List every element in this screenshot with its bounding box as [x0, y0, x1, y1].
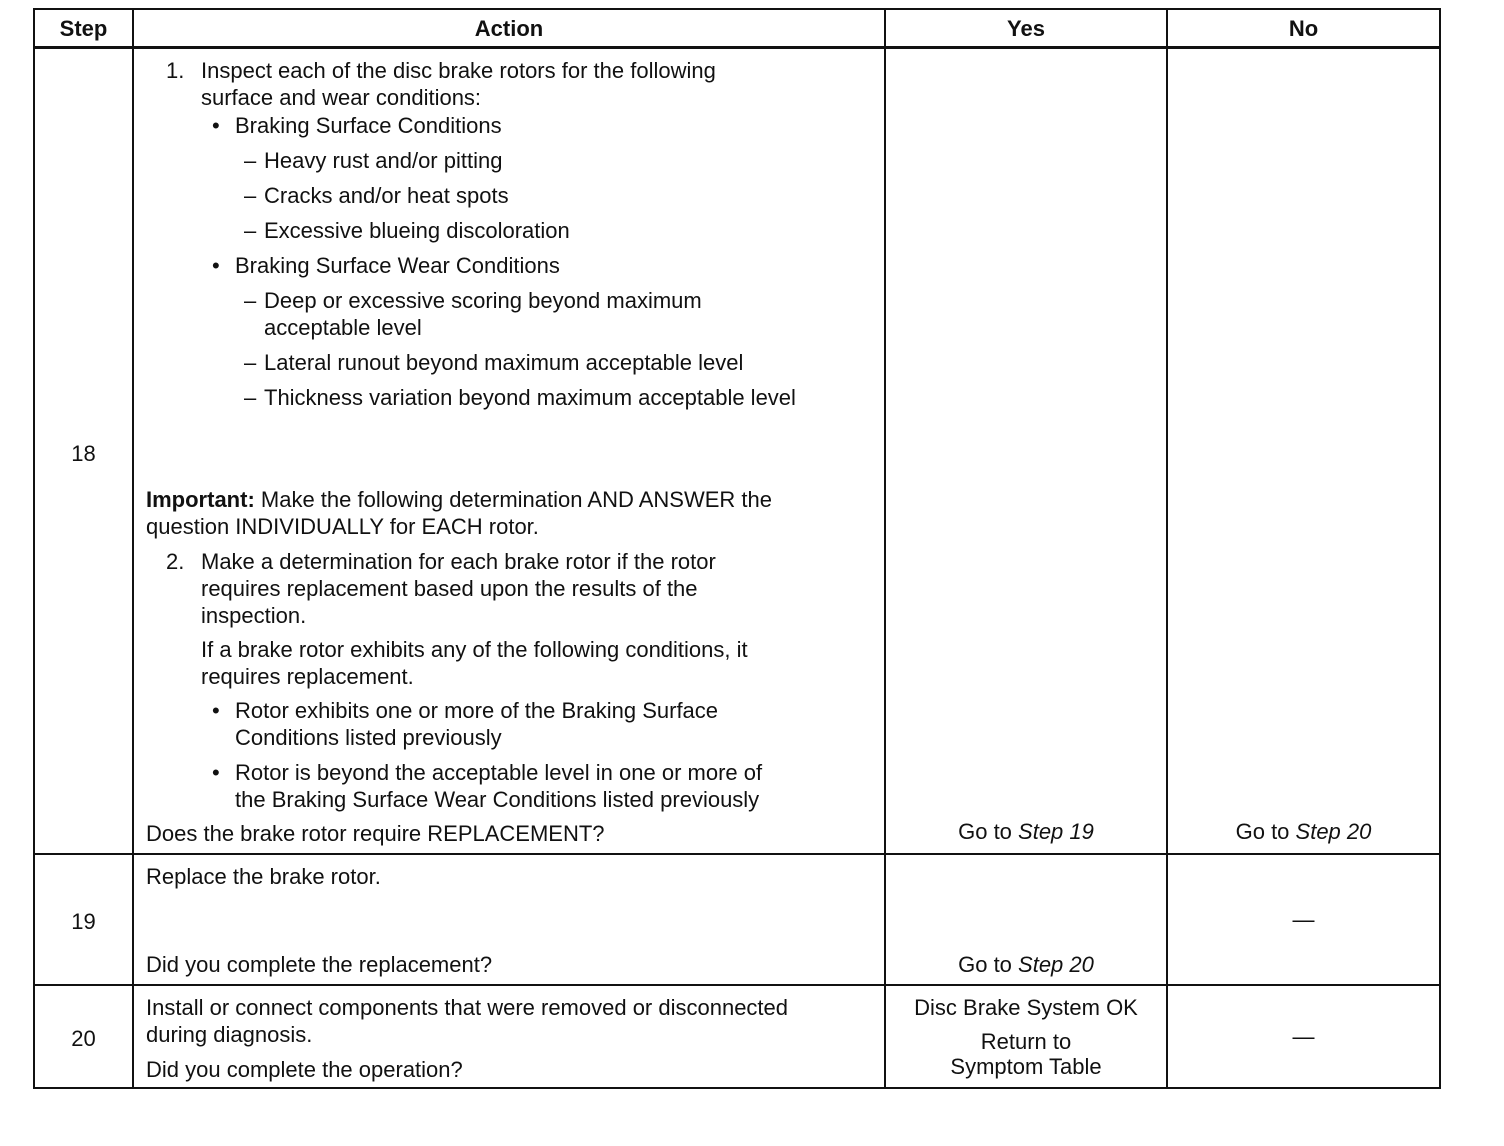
dash-icon: –: [244, 288, 257, 313]
numbered-item-2: [146, 548, 874, 629]
bullet-icon: •: [212, 698, 220, 723]
yes-cell: [885, 985, 1167, 1088]
no-cell: —: [1167, 854, 1440, 985]
diagnostic-table: [33, 8, 1441, 1089]
goto-step: Step 20: [1295, 818, 1372, 844]
dash-item: [146, 182, 874, 209]
action-text: Install or connect components that were removed or disconnected: [146, 994, 789, 1020]
dash-icon: –: [244, 350, 257, 375]
item-text: Make a determination for each brake rotor if the rotor: [201, 549, 716, 574]
dash-text: Excessive blueing discoloration: [264, 218, 570, 243]
goto-prefix: Go to: [1235, 818, 1296, 844]
yes-goto-link[interactable]: [887, 1029, 1165, 1079]
paragraph-text: If a brake rotor exhibits any of the following conditions, it: [201, 637, 748, 662]
important-text: question INDIVIDUALLY for EACH rotor.: [146, 514, 539, 539]
item-paragraph: [146, 636, 874, 690]
bullet-item: [146, 112, 874, 139]
item-text: Inspect each of the disc brake rotors for the following: [201, 58, 716, 83]
dash-text: acceptable level: [264, 315, 422, 340]
table-row-step-20: [34, 985, 1440, 1088]
yes-cell: [885, 854, 1167, 985]
paragraph-text: requires replacement.: [201, 664, 414, 689]
yes-goto-link[interactable]: [886, 818, 1166, 845]
important-label: Important:: [146, 487, 255, 512]
question-text: Did you complete the operation?: [146, 1056, 463, 1082]
header-action: Action: [133, 9, 885, 48]
goto-text: Symptom Table: [950, 1053, 1102, 1079]
item-number: 2.: [166, 549, 185, 574]
action-text: Replace the brake rotor.: [146, 863, 381, 889]
no-cell: —: [1167, 985, 1440, 1088]
bullet-text: the Braking Surface Wear Conditions listed previously: [235, 787, 760, 812]
header-row: [34, 9, 1440, 48]
action-cell: [133, 985, 885, 1088]
goto-prefix: Go to: [958, 818, 1019, 844]
important-text: Make the following determination AND ANSWER the: [254, 487, 773, 512]
item-text: surface and wear conditions:: [201, 85, 482, 110]
bullet-item: [146, 759, 874, 813]
bullet-icon: •: [212, 113, 220, 138]
yes-result-text: Disc Brake System OK: [914, 994, 1138, 1020]
important-note: [146, 486, 874, 540]
numbered-item-1: [146, 57, 874, 111]
dash-text: Thickness variation beyond maximum acceptable level: [264, 385, 796, 410]
table-row-step-18: [34, 48, 1440, 854]
bullet-text: Braking Surface Wear Conditions: [235, 253, 560, 278]
action-cell: [133, 854, 885, 985]
dash-text: Lateral runout beyond maximum acceptable level: [264, 350, 744, 375]
table-row-step-19: [34, 854, 1440, 985]
bullet-text: Rotor exhibits one or more of the Braking Surface: [235, 698, 719, 723]
goto-step: Step 19: [1018, 818, 1094, 844]
item-number: 1.: [166, 58, 185, 83]
header-yes: Yes: [885, 9, 1167, 48]
action-cell: [133, 48, 885, 854]
bullet-item: [146, 252, 874, 279]
goto-step: Step 20: [1018, 951, 1094, 977]
header-no: No: [1167, 9, 1440, 48]
dash-icon: –: [244, 148, 257, 173]
dash-item: [146, 217, 874, 244]
yes-goto-link[interactable]: [886, 951, 1166, 978]
goto-text: Return to: [980, 1028, 1072, 1054]
dash-icon: –: [244, 385, 257, 410]
dash-text: Deep or excessive scoring beyond maximum: [264, 288, 702, 313]
step-number: 18: [34, 48, 133, 854]
goto-prefix: Go to: [958, 951, 1019, 977]
no-cell: [1167, 48, 1440, 854]
bullet-text: Braking Surface Conditions: [235, 113, 502, 138]
yes-cell: [885, 48, 1167, 854]
dash-icon: –: [244, 218, 257, 243]
dash-item: [146, 349, 874, 376]
bullet-text: Rotor is beyond the acceptable level in one or more of: [235, 760, 763, 785]
item-text: requires replacement based upon the results of the: [201, 576, 698, 601]
dash-text: Cracks and/or heat spots: [264, 183, 509, 208]
action-text: during diagnosis.: [146, 1021, 313, 1047]
step-number: 19: [34, 854, 133, 985]
bullet-icon: •: [212, 253, 220, 278]
question-text: Did you complete the replacement?: [146, 951, 493, 977]
header-step: Step: [34, 9, 133, 48]
bullet-item: [146, 697, 874, 751]
bullet-icon: •: [212, 760, 220, 785]
dash-item: [146, 287, 874, 341]
question-text: Does the brake rotor require REPLACEMENT?: [146, 821, 605, 846]
no-goto-link[interactable]: [1168, 818, 1439, 845]
item-text: inspection.: [201, 603, 307, 628]
dash-item: [146, 384, 874, 411]
dash-item: [146, 147, 874, 174]
dash-text: Heavy rust and/or pitting: [264, 148, 503, 173]
step-number: 20: [34, 985, 133, 1088]
dash-icon: –: [244, 183, 257, 208]
bullet-text: Conditions listed previously: [235, 725, 502, 750]
